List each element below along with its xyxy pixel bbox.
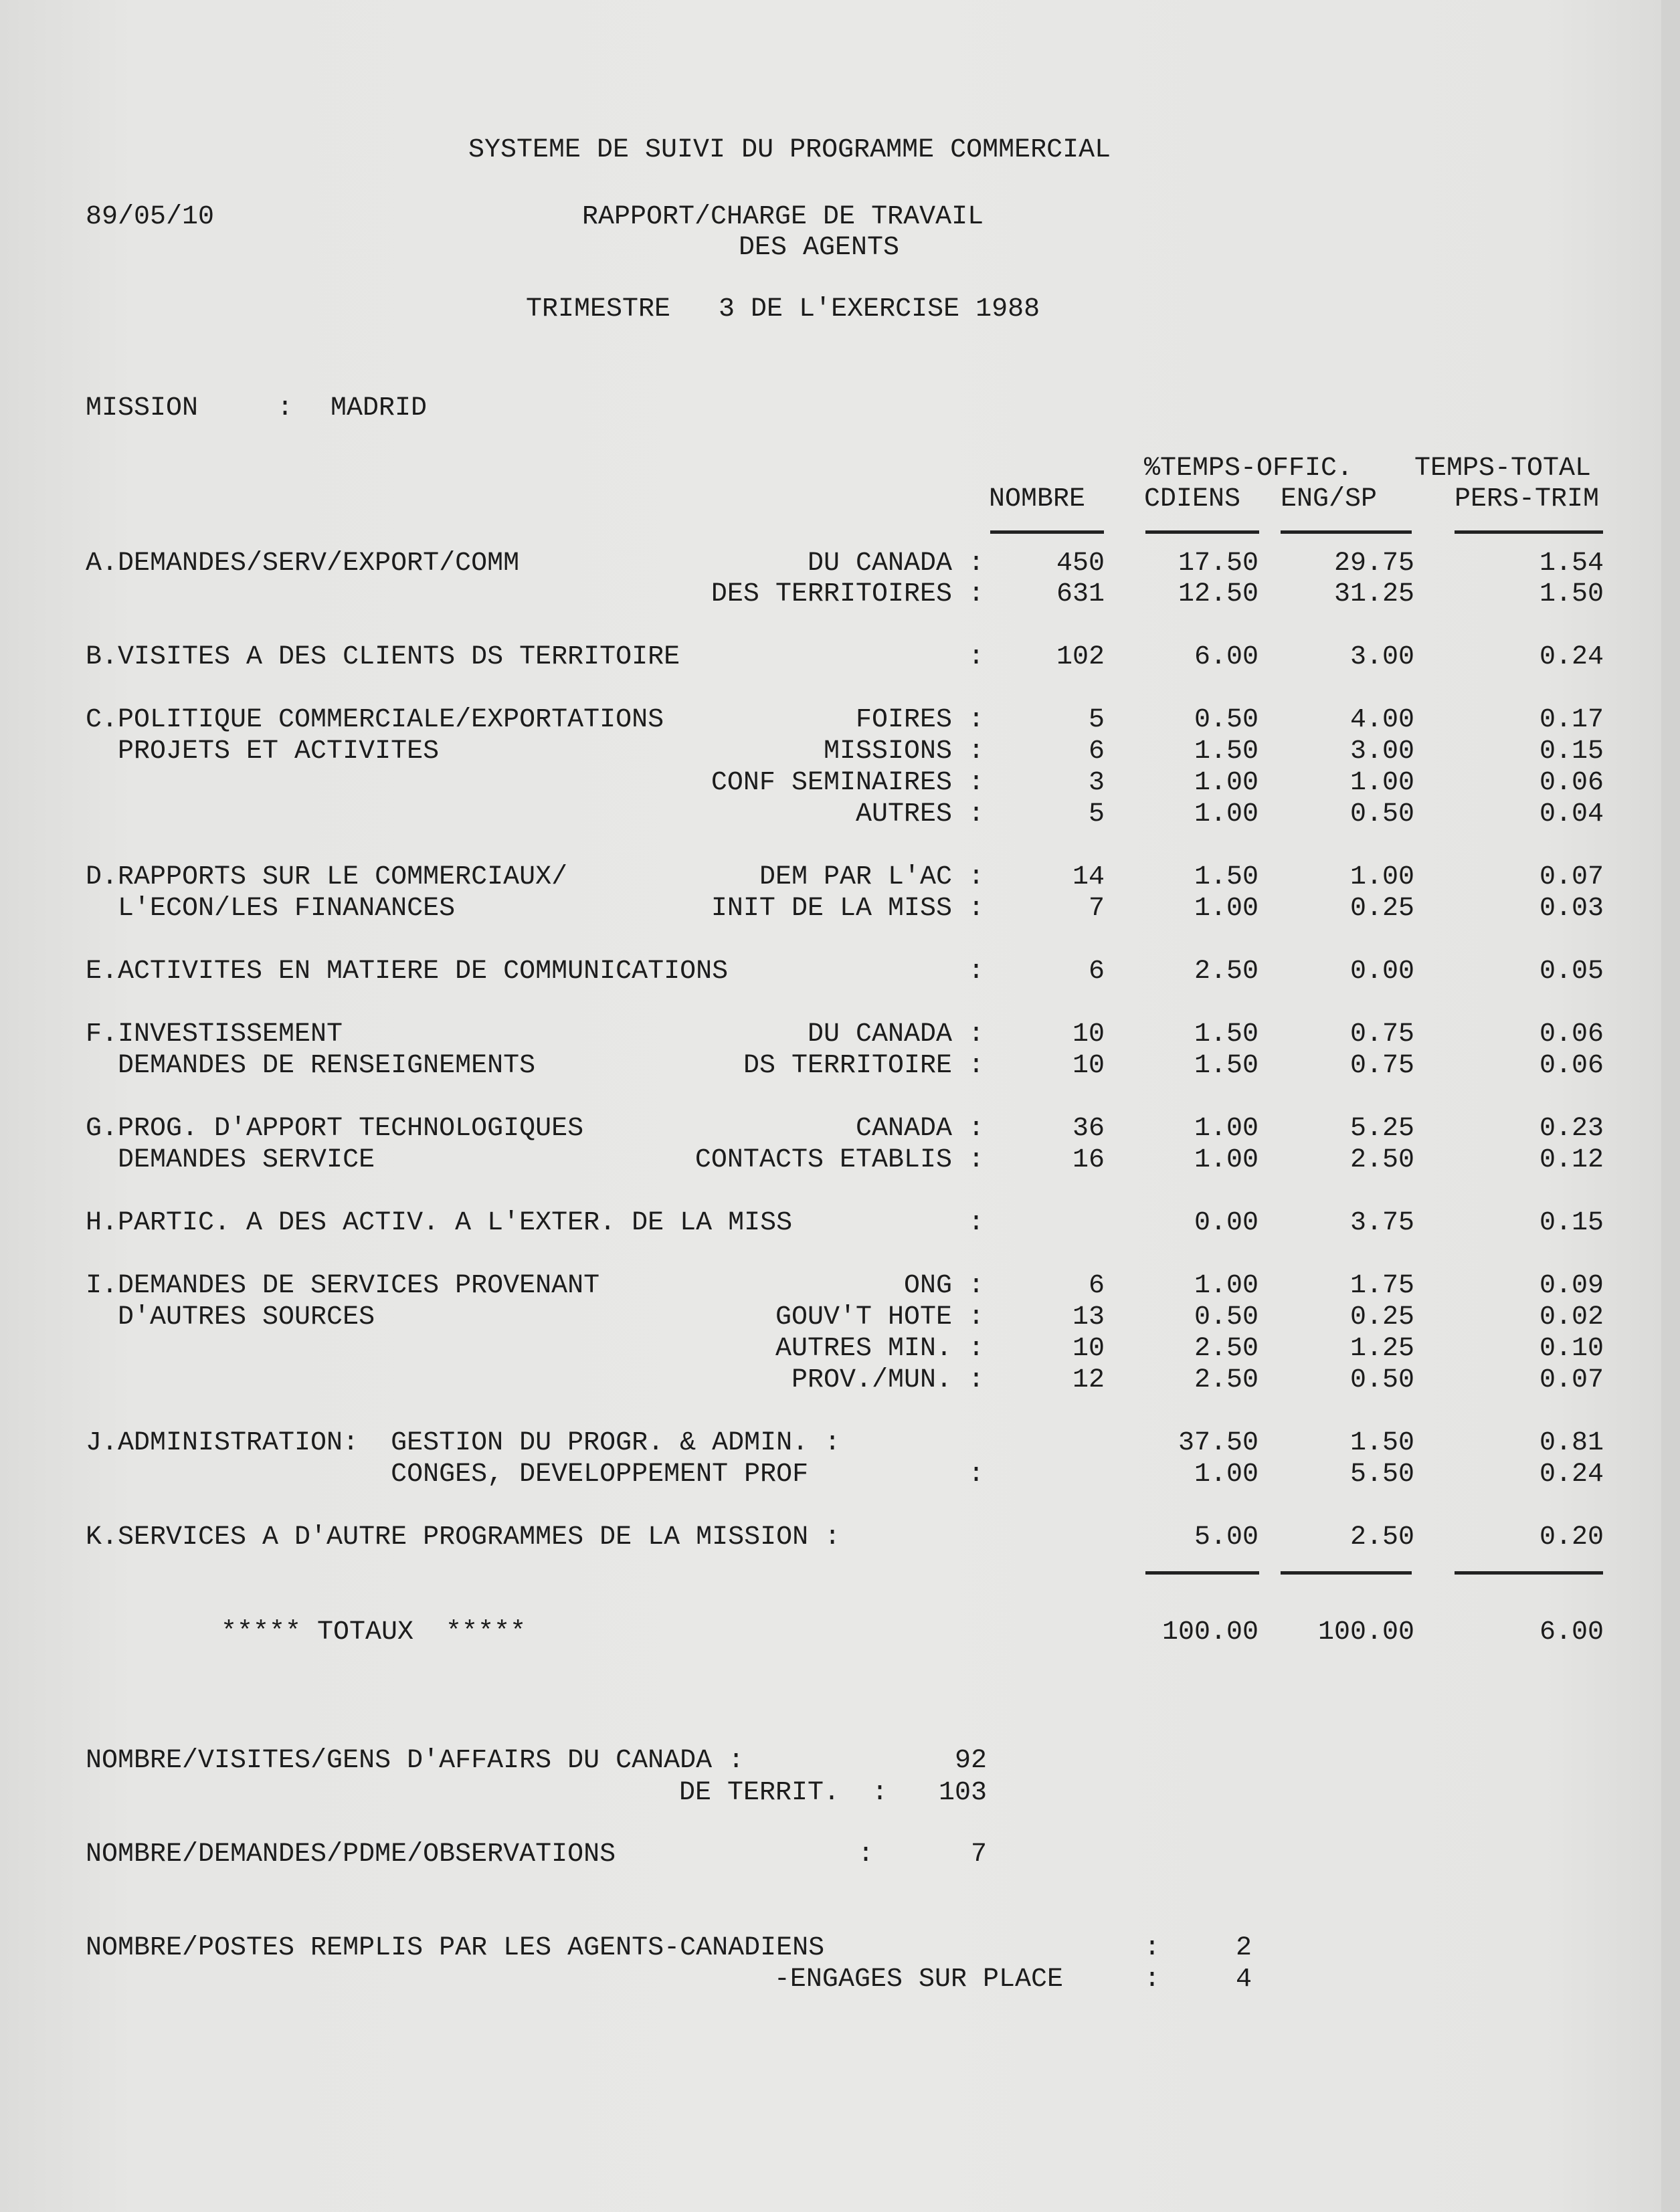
row-nombre: 10 — [1072, 1051, 1105, 1081]
row-cdiens: 2.50 — [1194, 957, 1258, 987]
mission-separator: : — [277, 393, 294, 423]
row-pers-trim: 0.05 — [1539, 957, 1604, 987]
row-subcategory: INIT DE LA MISS : — [711, 894, 984, 924]
row-subcategory: DU CANADA : — [807, 1019, 984, 1049]
col-underline-cdiens — [1145, 530, 1259, 534]
report-date: 89/05/10 — [86, 202, 215, 232]
row-eng-sp: 1.50 — [1349, 1428, 1414, 1458]
row-pers-trim: 0.24 — [1539, 1460, 1604, 1490]
demandes-separator: : — [858, 1839, 874, 1870]
row-category: I.DEMANDES DE SERVICES PROVENANT — [86, 1271, 600, 1301]
row-category: E.ACTIVITES EN MATIERE DE COMMUNICATIONS — [86, 957, 729, 987]
row-cdiens: 5.00 — [1194, 1522, 1258, 1552]
row-pers-trim: 0.02 — [1539, 1302, 1604, 1332]
visites-canada-label: NOMBRE/VISITES/GENS D'AFFAIRS DU CANADA : — [86, 1746, 745, 1776]
row-nombre: 12 — [1072, 1365, 1105, 1395]
col-header-temps-total: TEMPS-TOTAL — [1414, 454, 1592, 484]
row-eng-sp: 5.25 — [1349, 1114, 1414, 1144]
row-subcategory: DEM PAR L'AC : — [759, 862, 984, 892]
row-pers-trim: 0.81 — [1539, 1428, 1604, 1458]
row-pers-trim: 0.07 — [1539, 1365, 1604, 1395]
row-category: J.ADMINISTRATION: GESTION DU PROGR. & ADMIN. : — [86, 1428, 841, 1458]
row-eng-sp: 29.75 — [1333, 548, 1414, 579]
row-pers-trim: 0.12 — [1539, 1145, 1604, 1175]
row-nombre: 36 — [1072, 1114, 1105, 1144]
report-title-line-1: RAPPORT/CHARGE DE TRAVAIL — [582, 202, 984, 232]
mission-value: MADRID — [331, 393, 428, 423]
row-subcategory: CANADA : — [855, 1114, 984, 1144]
col-header-pers-trim: PERS-TRIM — [1455, 484, 1600, 514]
totals-underline-eng — [1281, 1571, 1412, 1575]
row-subcategory: GOUV'T HOTE : — [775, 1302, 984, 1332]
postes-label: NOMBRE/POSTES REMPLIS PAR LES AGENTS-CANADIENS — [86, 1933, 825, 1963]
system-title: SYSTEME DE SUIVI DU PROGRAMME COMMERCIAL — [468, 135, 1111, 165]
col-header-pct-offic: %TEMPS-OFFIC. — [1144, 454, 1354, 484]
row-nombre: 14 — [1072, 862, 1105, 892]
row-pers-trim: 0.15 — [1539, 736, 1604, 767]
totals-eng-sp: 100.00 — [1317, 1617, 1414, 1647]
row-category: G.PROG. D'APPORT TECHNOLOGIQUES — [86, 1114, 584, 1144]
row-cdiens: 0.00 — [1194, 1208, 1258, 1238]
row-category: PROJETS ET ACTIVITES — [86, 736, 440, 767]
row-cdiens: 6.00 — [1194, 642, 1258, 672]
row-category: L'ECON/LES FINANANCES — [86, 894, 456, 924]
row-subcategory: MISSIONS : — [823, 736, 984, 767]
row-eng-sp: 0.00 — [1349, 957, 1414, 987]
row-pers-trim: 0.23 — [1539, 1114, 1604, 1144]
row-cdiens: 37.50 — [1178, 1428, 1258, 1458]
row-subcategory: DU CANADA : — [807, 548, 984, 579]
row-eng-sp: 1.00 — [1349, 768, 1414, 798]
col-underline-nombre — [990, 530, 1104, 534]
row-pers-trim: 0.04 — [1539, 799, 1604, 829]
totals-pers-trim: 6.00 — [1539, 1617, 1604, 1647]
totals-label: ***** TOTAUX ***** — [221, 1617, 527, 1647]
row-category: CONGES, DEVELOPPEMENT PROF — [86, 1460, 809, 1490]
row-category: D'AUTRES SOURCES — [86, 1302, 375, 1332]
engages-value: 4 — [1235, 1965, 1252, 1995]
col-underline-eng — [1281, 530, 1412, 534]
row-cdiens: 1.00 — [1194, 1145, 1258, 1175]
row-cdiens: 1.50 — [1194, 1019, 1258, 1049]
row-eng-sp: 1.75 — [1349, 1271, 1414, 1301]
row-subcategory: : — [967, 1460, 984, 1490]
row-subcategory: : — [967, 957, 984, 987]
row-category: H.PARTIC. A DES ACTIV. A L'EXTER. DE LA MISS — [86, 1208, 793, 1238]
row-nombre: 16 — [1072, 1145, 1105, 1175]
report-title-line-2: DES AGENTS — [739, 233, 900, 263]
row-eng-sp: 0.50 — [1349, 1365, 1414, 1395]
row-pers-trim: 1.54 — [1539, 548, 1604, 579]
report-period: TRIMESTRE 3 DE L'EXERCISE 1988 — [526, 294, 1040, 324]
engages-label: -ENGAGES SUR PLACE — [773, 1965, 1063, 1995]
row-eng-sp: 3.75 — [1349, 1208, 1414, 1238]
row-cdiens: 17.50 — [1178, 548, 1258, 579]
engages-separator: : — [1144, 1965, 1161, 1995]
mission-label: MISSION — [86, 393, 199, 423]
visites-territ-value: 103 — [938, 1778, 987, 1808]
row-nombre: 13 — [1072, 1302, 1105, 1332]
row-cdiens: 12.50 — [1178, 579, 1258, 609]
row-cdiens: 0.50 — [1194, 1302, 1258, 1332]
row-pers-trim: 0.17 — [1539, 705, 1604, 735]
row-subcategory: CONTACTS ETABLIS : — [694, 1145, 984, 1175]
row-nombre: 7 — [1088, 894, 1105, 924]
row-cdiens: 1.50 — [1194, 736, 1258, 767]
demandes-value: 7 — [970, 1839, 987, 1870]
row-category: D.RAPPORTS SUR LE COMMERCIAUX/ — [86, 862, 568, 892]
row-eng-sp: 1.25 — [1349, 1334, 1414, 1364]
row-category: DEMANDES SERVICE — [86, 1145, 375, 1175]
row-eng-sp: 0.25 — [1349, 894, 1414, 924]
demandes-label: NOMBRE/DEMANDES/PDME/OBSERVATIONS — [86, 1839, 616, 1870]
row-nombre: 10 — [1072, 1019, 1105, 1049]
row-pers-trim: 0.06 — [1539, 768, 1604, 798]
row-category: B.VISITES A DES CLIENTS DS TERRITOIRE — [86, 642, 680, 672]
row-pers-trim: 0.06 — [1539, 1019, 1604, 1049]
totals-cdiens: 100.00 — [1161, 1617, 1258, 1647]
row-pers-trim: 0.09 — [1539, 1271, 1604, 1301]
totals-underline-cdiens — [1145, 1571, 1259, 1575]
row-cdiens: 1.50 — [1194, 862, 1258, 892]
row-nombre: 6 — [1088, 957, 1105, 987]
row-subcategory: DS TERRITOIRE : — [743, 1051, 984, 1081]
row-eng-sp: 0.50 — [1349, 799, 1414, 829]
row-subcategory: PROV./MUN. : — [791, 1365, 984, 1395]
row-category: DEMANDES DE RENSEIGNEMENTS — [86, 1051, 536, 1081]
row-nombre: 5 — [1088, 799, 1105, 829]
row-category: C.POLITIQUE COMMERCIALE/EXPORTATIONS — [86, 705, 664, 735]
row-nombre: 5 — [1088, 705, 1105, 735]
row-eng-sp: 3.00 — [1349, 642, 1414, 672]
row-pers-trim: 0.24 — [1539, 642, 1604, 672]
col-underline-total — [1455, 530, 1603, 534]
row-subcategory: : — [967, 642, 984, 672]
row-cdiens: 2.50 — [1194, 1334, 1258, 1364]
row-subcategory: DES TERRITOIRES : — [711, 579, 984, 609]
row-eng-sp: 0.25 — [1349, 1302, 1414, 1332]
visites-territ-label: DE TERRIT. : — [678, 1778, 888, 1808]
row-nombre: 450 — [1056, 548, 1105, 579]
row-eng-sp: 2.50 — [1349, 1145, 1414, 1175]
row-cdiens: 1.50 — [1194, 1051, 1258, 1081]
row-pers-trim: 0.15 — [1539, 1208, 1604, 1238]
row-eng-sp: 0.75 — [1349, 1019, 1414, 1049]
col-header-eng-sp: ENG/SP — [1281, 484, 1378, 514]
row-nombre: 631 — [1056, 579, 1105, 609]
row-eng-sp: 5.50 — [1349, 1460, 1414, 1490]
row-pers-trim: 0.03 — [1539, 894, 1604, 924]
row-nombre: 102 — [1056, 642, 1105, 672]
row-cdiens: 0.50 — [1194, 705, 1258, 735]
row-nombre: 6 — [1088, 736, 1105, 767]
row-cdiens: 1.00 — [1194, 894, 1258, 924]
row-nombre: 10 — [1072, 1334, 1105, 1364]
totals-underline-total — [1455, 1571, 1603, 1575]
row-pers-trim: 1.50 — [1539, 579, 1604, 609]
row-eng-sp: 31.25 — [1333, 579, 1414, 609]
col-header-nombre: NOMBRE — [989, 484, 1086, 514]
postes-value: 2 — [1235, 1933, 1252, 1963]
row-cdiens: 1.00 — [1194, 1114, 1258, 1144]
row-category: K.SERVICES A D'AUTRE PROGRAMMES DE LA MISSION : — [86, 1522, 841, 1552]
row-cdiens: 2.50 — [1194, 1365, 1258, 1395]
row-pers-trim: 0.10 — [1539, 1334, 1604, 1364]
row-nombre: 3 — [1088, 768, 1105, 798]
row-eng-sp: 2.50 — [1349, 1522, 1414, 1552]
row-cdiens: 1.00 — [1194, 768, 1258, 798]
row-subcategory: FOIRES : — [855, 705, 984, 735]
row-subcategory: AUTRES MIN. : — [775, 1334, 984, 1364]
row-eng-sp: 3.00 — [1349, 736, 1414, 767]
row-cdiens: 1.00 — [1194, 1460, 1258, 1490]
row-nombre: 6 — [1088, 1271, 1105, 1301]
row-eng-sp: 4.00 — [1349, 705, 1414, 735]
row-category: F.INVESTISSEMENT — [86, 1019, 343, 1049]
postes-separator: : — [1144, 1933, 1161, 1963]
row-cdiens: 1.00 — [1194, 1271, 1258, 1301]
col-header-cdiens: CDIENS — [1144, 484, 1241, 514]
row-subcategory: AUTRES : — [855, 799, 984, 829]
row-category: A.DEMANDES/SERV/EXPORT/COMM — [86, 548, 520, 579]
row-eng-sp: 1.00 — [1349, 862, 1414, 892]
row-subcategory: ONG : — [903, 1271, 984, 1301]
row-pers-trim: 0.20 — [1539, 1522, 1604, 1552]
row-pers-trim: 0.07 — [1539, 862, 1604, 892]
row-eng-sp: 0.75 — [1349, 1051, 1414, 1081]
row-cdiens: 1.00 — [1194, 799, 1258, 829]
page-edge-shadow — [1661, 0, 1680, 2212]
row-pers-trim: 0.06 — [1539, 1051, 1604, 1081]
row-subcategory: CONF SEMINAIRES : — [711, 768, 984, 798]
row-subcategory: : — [967, 1208, 984, 1238]
visites-canada-value: 92 — [954, 1746, 987, 1776]
